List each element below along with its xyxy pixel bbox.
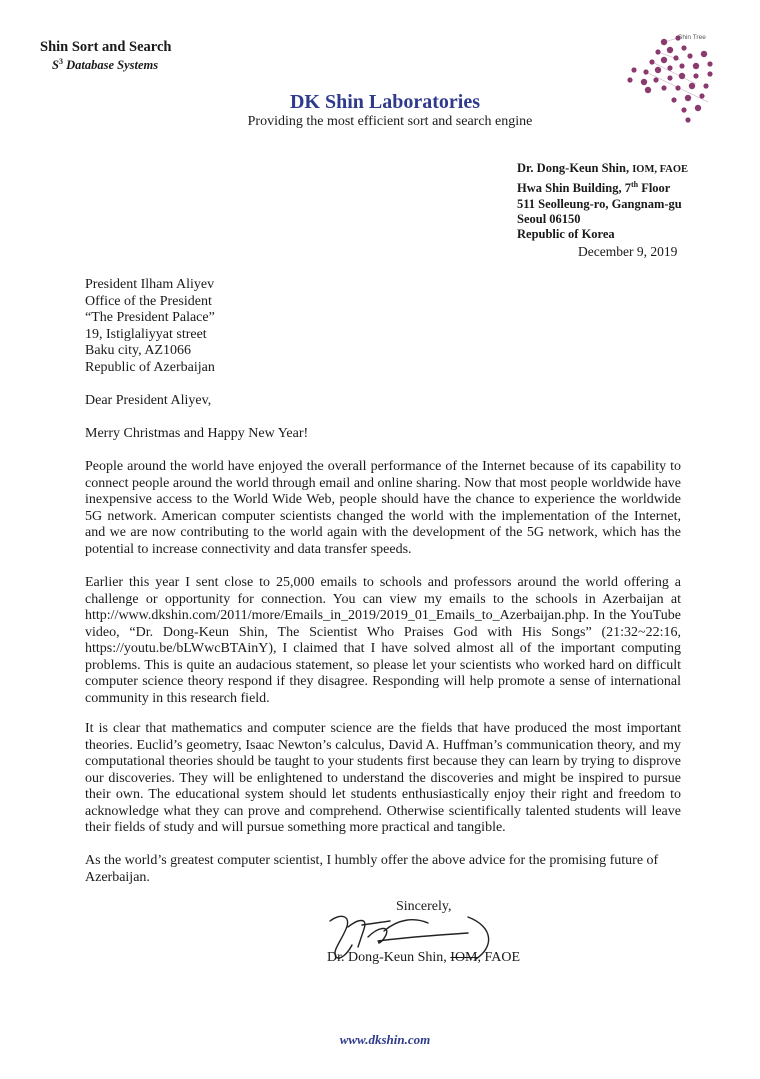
body-paragraph-1: People around the world have enjoyed the overall performance of the Internet because of its capability to connect people around the world through email and online sharing. Now that most people worldwide have inexpensive access to the World Wide Web, people should have the chance to experience the worldwide 5G network. American computer scientists changed the world with the implementation of the Internet, and we are now contributing to the world again with the development of the 5G network, which has the potential to increase connectivity and data transfer speeds.	[85, 459, 681, 557]
logo-dot	[655, 49, 660, 54]
sender-building: Hwa Shin Building, 7	[517, 181, 631, 196]
company-tagline	[52, 57, 158, 73]
logo-dot	[679, 73, 685, 79]
logo-dot	[693, 73, 698, 78]
recipient-line: 19, Istiglaliyyat street	[85, 326, 207, 342]
website-link[interactable]: www.dkshin.com	[339, 1032, 431, 1047]
logo-dot	[661, 39, 667, 45]
logo-dot	[681, 45, 686, 50]
logo-label: Shin Tree	[678, 34, 706, 41]
lab-tagline	[0, 114, 760, 130]
company-name: Shin Sort and Search	[40, 39, 172, 55]
logo-dot	[655, 67, 661, 73]
recipient-line: Office of the President	[85, 293, 212, 309]
logo-dot	[667, 75, 672, 80]
logo-dot	[641, 79, 647, 85]
logo-dot	[679, 63, 684, 68]
logo-dot	[627, 77, 632, 82]
body-paragraph-2: Earlier this year I sent close to 25,000 emails to schools and professors around the world offering a challenge or opportunity for connection. You can view my emails to the schools in Azerbaijan at http://www.dkshin.com/2011/more/Emails_in_2019/2019_01_Emails_to_Azerbaijan.php. In the YouTube video, “Dr. Dong-Keun Shin, The Scientist Who Praises God with His Songs” (21:32~22:16, https://youtu.be/bLWwcBTAinY), I claimed that I have solved almost all of the important computing problems. This is quite an audacious statement, so please let your scientists who worked hard on difficult computer science theory respond if they disagree. Responding will help promote a sense of international community in this research field.	[85, 575, 681, 706]
sender-street: 511 Seolleung-ro, Gangnam-gu	[517, 196, 682, 211]
tagline-text: Database Systems	[66, 58, 159, 73]
recipient-line: President Ilham Aliyev	[85, 277, 215, 292]
logo-dot	[667, 65, 672, 70]
tagline-superscript: 3	[58, 57, 63, 66]
logo-dot	[707, 71, 712, 76]
sender-name-line	[517, 161, 688, 177]
logo-dot	[631, 67, 636, 72]
logo-dot	[673, 55, 678, 60]
signer-credential: , FAOE	[477, 950, 521, 965]
logo-dot	[703, 83, 708, 88]
logo-dot	[675, 85, 680, 90]
website-footer	[0, 1032, 760, 1048]
body-paragraph-4: As the world’s greatest computer scientist, I humbly offer the above advice for the promising future of Azerbaijan.	[85, 853, 659, 885]
recipient-line: Baku city, AZ1066	[85, 343, 192, 358]
body-paragraph-3: It is clear that mathematics and computer science are the fields that have produced the most important theories. Euclid’s geometry, Isaac Newton’s calculus, David A. Huffman’s communication theory, and my computational theories should be taught to your students first because they can learn by trying to disprove our discoveries. They will be enlightened to understand the discoveries and might be inspired to pursue their own. The educational system should let students enthusiastically enjoy their right and freedom to acknowledge what they can prove and comprehend. Otherwise scientifically talented students will leave their fields of study and will pursue something more practical and tangible.	[85, 721, 681, 835]
sender-floor-sup: th	[630, 180, 639, 190]
logo-dot	[649, 59, 654, 64]
recipient-line: “The President Palace”	[85, 310, 215, 325]
logo-dot	[661, 85, 666, 90]
sender-address	[517, 161, 688, 243]
sender-name: Dr. Dong-Keun Shin,	[517, 161, 630, 175]
struck-credential: IOM	[450, 950, 478, 965]
logo-dot	[653, 77, 658, 82]
signer-name: Dr. Dong-Keun Shin,	[327, 950, 447, 965]
logo-dot	[643, 69, 648, 74]
lab-title-text: DK Shin Laboratories	[289, 91, 481, 113]
signature-name	[327, 950, 520, 966]
tagline-prefix: S	[52, 58, 59, 73]
logo-dot	[667, 47, 673, 53]
recipient-address	[85, 277, 215, 376]
recipient-line: Republic of Azerbaijan	[85, 359, 215, 375]
sender-credentials: IOM, FAOE	[632, 164, 689, 175]
sender-building-line	[517, 177, 688, 196]
lab-tagline-text: Providing the most efficient sort and search engine	[247, 114, 533, 129]
logo-dot	[661, 57, 667, 63]
greeting: Merry Christmas and Happy New Year!	[85, 426, 309, 441]
logo-dot	[687, 53, 692, 58]
logo-dot	[701, 51, 707, 57]
sender-city: Seoul 06150	[517, 212, 581, 227]
salutation: Dear President Aliyev,	[85, 393, 212, 408]
letter-date: December 9, 2019	[578, 244, 678, 259]
lab-title	[0, 91, 760, 114]
sender-country: Republic of Korea	[517, 227, 615, 242]
logo-dot	[693, 63, 699, 69]
logo-dot	[707, 61, 712, 66]
logo-dot	[689, 83, 695, 89]
sender-floor: Floor	[638, 181, 671, 196]
closing: Sincerely,	[396, 899, 452, 914]
